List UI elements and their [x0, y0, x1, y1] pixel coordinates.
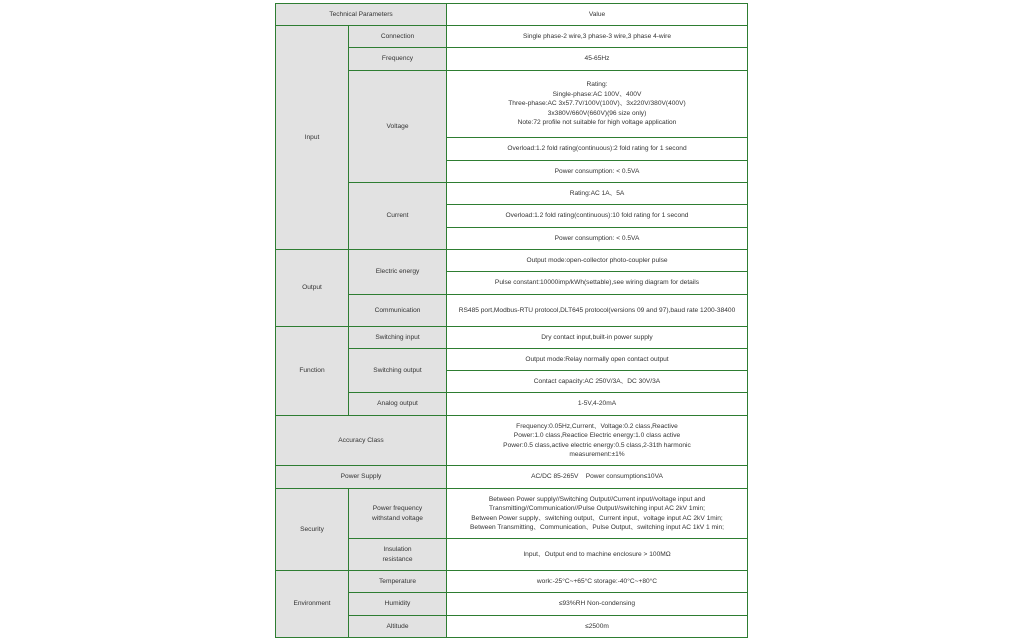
value-accuracy-class: Frequency:0.05Hz,Current、Voltage:0.2 class,Reactive Power:1.0 class,Reactice Electric energy:1.0 class active Power:0.5 class,active electric energy:0.5 class,2-31th harmonic measurement:±1% — [447, 416, 748, 466]
table-row — [276, 489, 748, 539]
group-security: Security — [276, 489, 349, 571]
value-voltage-overload: Overload:1.2 fold rating(continuous):2 fold rating for 1 second — [447, 138, 748, 161]
value-frequency: 45-65Hz — [447, 48, 748, 71]
value-contact-capacity: Contact capacity:AC 250V/3A、DC 30V/3A — [447, 371, 748, 393]
header-technical-parameters: Technical Parameters — [276, 4, 447, 26]
param-electric-energy: Electric energy — [349, 250, 447, 295]
table-header-row — [276, 4, 748, 26]
param-withstand-voltage: Power frequency withstand voltage — [349, 489, 447, 539]
value-pulse-constant: Pulse constant:10000imp/kWh(settable),see wiring diagram for details — [447, 272, 748, 295]
table-row — [276, 571, 748, 593]
value-analog-output: 1-5V,4-20mA — [447, 393, 748, 416]
value-switching-output-mode: Output mode:Relay normally open contact output — [447, 349, 748, 371]
value-communication: RS485 port,Modbus-RTU protocol,DLT645 protocol(versions 09 and 97),baud rate 1200-38400 — [447, 295, 748, 327]
value-temperature: work:-25°C~+65°C storage:-40°C~+80°C — [447, 571, 748, 593]
value-humidity: ≤93%RH Non-condensing — [447, 593, 748, 616]
group-function: Function — [276, 327, 349, 416]
value-output-mode: Output mode:open-collector photo-coupler pulse — [447, 250, 748, 272]
header-value: Value — [447, 4, 748, 26]
group-environment: Environment — [276, 571, 349, 638]
table-row — [276, 250, 748, 272]
param-analog-output: Analog output — [349, 393, 447, 416]
param-current: Current — [349, 183, 447, 250]
param-communication: Communication — [349, 295, 447, 327]
param-frequency: Frequency — [349, 48, 447, 71]
param-switching-input: Switching input — [349, 327, 447, 349]
group-input: Input — [276, 26, 349, 250]
value-current-rating: Rating:AC 1A、5A — [447, 183, 748, 205]
value-insulation-resistance: Input、Output end to machine enclosure > 100MΩ — [447, 539, 748, 571]
group-output: Output — [276, 250, 349, 327]
table-row — [276, 26, 748, 48]
param-insulation-resistance: Insulation resistance — [349, 539, 447, 571]
value-current-overload: Overload:1.2 fold rating(continuous):10 fold rating for 1 second — [447, 205, 748, 228]
value-voltage-rating: Rating: Single-phase:AC 100V、400V Three-phase:AC 3x57.7V/100V(100V)、3x220V/380V(400V) 3x380V/660V(660V)(96 size only) Note:72 profile not suitable for high voltage application — [447, 71, 748, 138]
value-altitude: ≤2500m — [447, 616, 748, 638]
value-connection: Single phase-2 wire,3 phase-3 wire,3 phase 4-wire — [447, 26, 748, 48]
value-switching-input: Dry contact input,built-in power supply — [447, 327, 748, 349]
param-humidity: Humidity — [349, 593, 447, 616]
param-accuracy-class: Accuracy Class — [276, 416, 447, 466]
param-connection: Connection — [349, 26, 447, 48]
param-temperature: Temperature — [349, 571, 447, 593]
param-switching-output: Switching output — [349, 349, 447, 393]
value-power-supply: AC/DC 85-265V Power consumption≤10VA — [447, 466, 748, 489]
param-voltage: Voltage — [349, 71, 447, 183]
param-altitude: Altitude — [349, 616, 447, 638]
value-voltage-power: Power consumption: < 0.5VA — [447, 161, 748, 183]
table-row — [276, 416, 748, 466]
param-power-supply: Power Supply — [276, 466, 447, 489]
value-withstand-voltage: Between Power supply//Switching Output//Current input//voltage input and Transmitting//Communication//Pulse Output//switching input AC 2kV 1min; Between Power supply、switching output、Current input、voltage input AC 2kV 1min; Between Transmitting、Communication、Pulse Output、switching input AC 1kV 1 min; — [447, 489, 748, 539]
technical-parameters-table — [275, 3, 748, 638]
value-current-power: Power consumption: < 0.5VA — [447, 228, 748, 250]
table-row — [276, 327, 748, 349]
table-row — [276, 466, 748, 489]
